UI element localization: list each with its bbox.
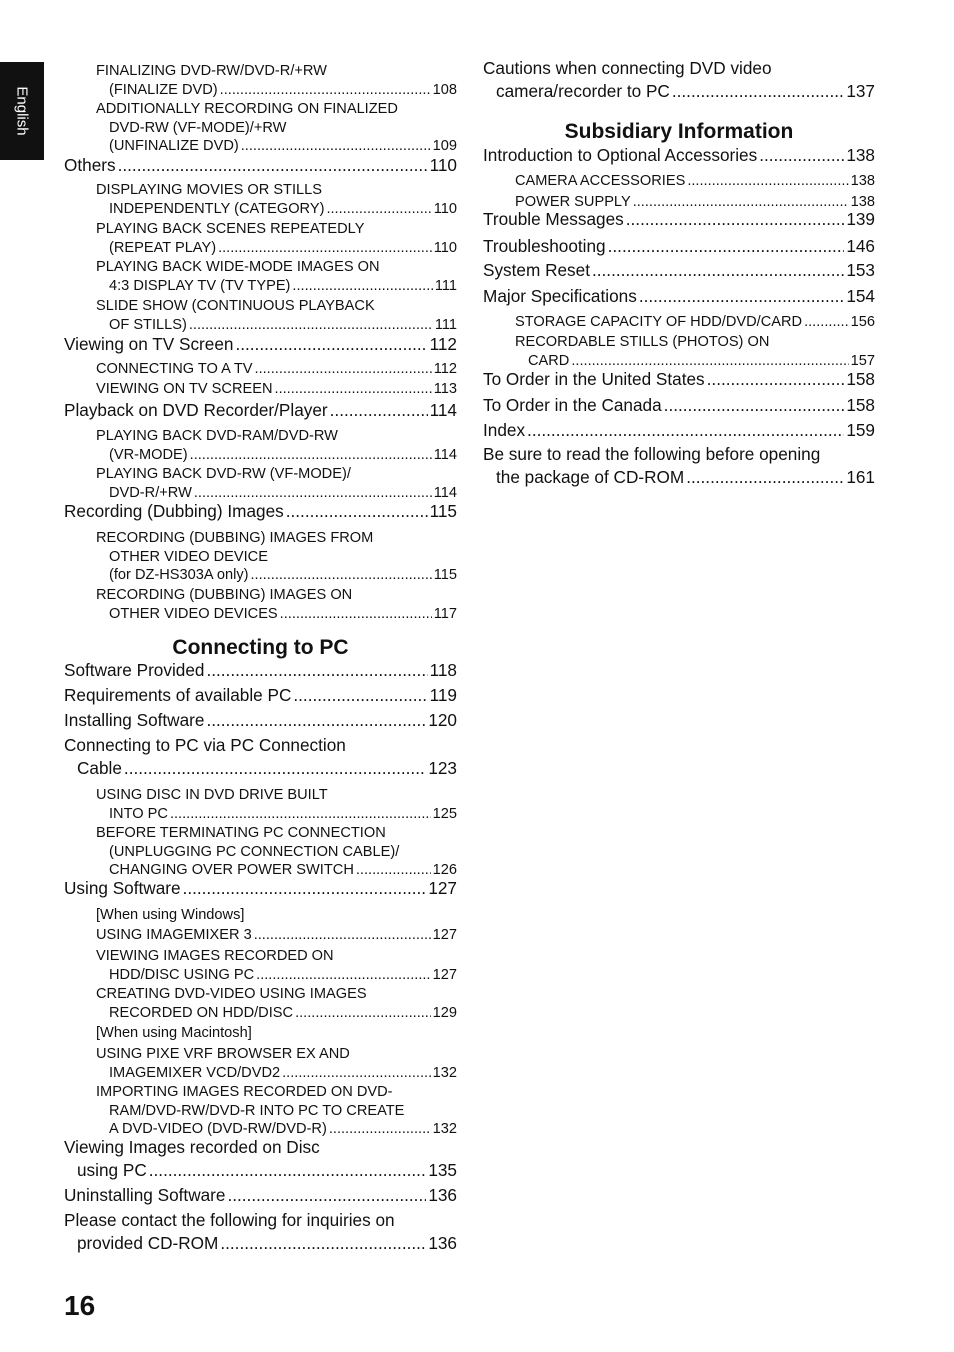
toc-line — [64, 1232, 457, 1255]
toc-line — [96, 605, 457, 624]
dot-leader — [256, 966, 431, 985]
toc-entry-title: the package of CD-ROM — [496, 467, 685, 487]
toc-line — [64, 757, 457, 780]
toc-line — [64, 500, 457, 523]
toc-line: PLAYING BACK SCENES REPEATEDLY — [96, 221, 365, 237]
toc-page-number: 114 — [433, 446, 457, 463]
toc-line — [64, 1159, 457, 1182]
dot-leader — [206, 659, 427, 682]
toc-line — [96, 81, 457, 100]
toc-line — [64, 709, 457, 732]
toc-line — [515, 313, 875, 332]
toc-entry-title: RECORDED ON HDD/DISC — [109, 1004, 294, 1021]
toc-line — [483, 419, 875, 442]
toc-line — [96, 137, 457, 156]
dot-leader — [759, 144, 844, 167]
toc-line: CREATING DVD-VIDEO USING IMAGES — [96, 986, 367, 1002]
toc-line — [483, 80, 875, 103]
toc-entry-title: DVD-R/+RW — [109, 484, 192, 501]
dot-leader — [220, 1232, 426, 1255]
dot-leader — [527, 419, 844, 442]
toc-line: RAM/DVD-RW/DVD-R INTO PC TO CREATE — [109, 1102, 405, 1119]
toc-page-number: 127 — [432, 927, 457, 943]
toc-line — [96, 566, 457, 585]
dot-leader — [218, 239, 432, 258]
toc-page-number: 138 — [850, 173, 875, 189]
toc-page-number: 126 — [432, 862, 457, 878]
dot-leader — [326, 200, 431, 219]
toc-page-number: 136 — [428, 1185, 457, 1205]
dot-leader — [118, 154, 428, 177]
toc-entry-title: (for DZ-HS303A only) — [109, 567, 249, 583]
toc-page-number: 110 — [429, 155, 457, 175]
toc-entry-title: STORAGE CAPACITY OF HDD/DVD/CARD — [515, 314, 803, 330]
toc-line — [515, 172, 875, 191]
toc-entry-title: INTO PC — [109, 805, 168, 822]
toc-line — [96, 1064, 457, 1083]
dot-leader — [608, 235, 845, 258]
toc-entry-title: (REPEAT PLAY) — [109, 239, 217, 256]
toc-line: PLAYING BACK DVD-RAM/DVD-RW — [96, 428, 338, 444]
dot-leader — [170, 805, 431, 824]
toc-line: USING DISC IN DVD DRIVE BUILT — [96, 787, 328, 803]
toc-line — [64, 1184, 457, 1207]
toc-line — [64, 659, 457, 682]
toc-line: BEFORE TERMINATING PC CONNECTION — [96, 825, 386, 841]
toc-line — [64, 877, 457, 900]
toc-line: DISPLAYING MOVIES OR STILLS — [96, 182, 322, 198]
dot-leader — [254, 926, 431, 945]
toc-page-number: 114 — [433, 484, 457, 501]
toc-entry-title: INDEPENDENTLY (CATEGORY) — [109, 200, 325, 217]
toc-entry-title: (VR-MODE) — [109, 446, 188, 463]
toc-page-number: 139 — [846, 209, 875, 229]
dot-leader — [330, 399, 428, 422]
toc-page-number: 111 — [434, 277, 457, 294]
toc-page-number: 135 — [428, 1160, 457, 1180]
toc-page-number: 158 — [846, 395, 875, 415]
dot-leader — [282, 1064, 431, 1083]
toc-entry-title: Installing Software — [64, 710, 205, 730]
toc-line — [96, 316, 457, 335]
dot-leader — [707, 368, 845, 391]
toc-line: Connecting to PC via PC Connection — [64, 735, 346, 755]
dot-leader — [220, 81, 431, 100]
toc-line: Please contact the following for inquiries on — [64, 1210, 395, 1230]
toc-line: USING PIXE VRF BROWSER EX AND — [96, 1046, 350, 1062]
toc-page-number: 129 — [432, 1004, 457, 1021]
toc-page-number: 132 — [432, 1064, 457, 1081]
toc-entry-title: CAMERA ACCESSORIES — [515, 173, 686, 189]
toc-line — [483, 208, 875, 231]
page-number: 16 — [64, 1290, 96, 1321]
toc-page-number: 137 — [846, 81, 875, 101]
toc-entry-title: camera/recorder to PC — [496, 81, 670, 101]
toc-entry-title: OF STILLS) — [109, 316, 187, 333]
toc-line — [483, 144, 875, 167]
toc-page-number: 120 — [428, 710, 457, 730]
toc-line: SLIDE SHOW (CONTINUOUS PLAYBACK — [96, 298, 375, 314]
dot-leader — [292, 277, 432, 296]
toc-entry-title: Using Software — [64, 878, 181, 898]
dot-leader — [626, 208, 845, 231]
toc-page-number: 113 — [433, 381, 457, 397]
toc-entry-title: 4:3 DISPLAY TV (TV TYPE) — [109, 277, 291, 294]
dot-leader — [295, 1004, 431, 1023]
dot-leader — [241, 137, 431, 156]
toc-line — [96, 277, 457, 296]
toc-entry-title: HDD/DISC USING PC — [109, 966, 255, 983]
toc-entry-title: Uninstalling Software — [64, 1185, 226, 1205]
toc-page-number: 112 — [429, 334, 457, 354]
toc-entry-title: OTHER VIDEO DEVICES — [109, 605, 278, 622]
language-tab-label: English — [13, 86, 31, 136]
toc-line — [64, 333, 457, 356]
toc-page-number: 146 — [846, 236, 875, 256]
toc-entry-title: CARD — [528, 352, 570, 369]
dot-leader — [275, 380, 432, 399]
toc-page-number: 118 — [429, 660, 457, 680]
dot-leader — [190, 446, 432, 465]
toc-page-number: 127 — [432, 966, 457, 983]
toc-line — [483, 394, 875, 417]
dot-leader — [280, 605, 432, 624]
dot-leader — [235, 333, 427, 356]
dot-leader — [804, 313, 849, 332]
section-heading-subsidiary-information: Subsidiary Information — [564, 120, 794, 143]
toc-page-number: 153 — [846, 260, 875, 280]
toc-line — [64, 154, 457, 177]
toc-page-number: 114 — [429, 400, 457, 420]
toc-page-number: 159 — [846, 420, 875, 440]
toc-line — [96, 926, 457, 945]
toc-entry-title: A DVD-VIDEO (DVD-RW/DVD-R) — [109, 1121, 327, 1137]
toc-line — [483, 285, 875, 308]
toc-entry-title: POWER SUPPLY — [515, 194, 631, 210]
toc-line: RECORDING (DUBBING) IMAGES FROM — [96, 530, 374, 546]
toc-entry-title: Playback on DVD Recorder/Player — [64, 400, 328, 420]
toc-line — [96, 805, 457, 824]
toc-page-number: 136 — [428, 1233, 457, 1253]
dot-leader — [664, 394, 845, 417]
toc-page-number: 157 — [850, 352, 875, 369]
toc-line: ADDITIONALLY RECORDING ON FINALIZED — [96, 101, 398, 117]
toc-page-number: 127 — [428, 878, 457, 898]
toc-line — [483, 235, 875, 258]
toc-line: [When using Macintosh] — [96, 1025, 252, 1041]
toc-line — [96, 380, 457, 399]
section-heading-connecting-to-pc: Connecting to PC — [172, 636, 349, 659]
dot-leader — [183, 877, 427, 900]
toc-page-number: 158 — [846, 369, 875, 389]
dot-leader — [293, 684, 427, 707]
toc-line: DVD-RW (VF-MODE)/+RW — [109, 119, 287, 136]
toc-line — [64, 684, 457, 707]
toc-entry-title: Recording (Dubbing) Images — [64, 501, 284, 521]
language-side-tab — [0, 62, 44, 160]
toc-line — [64, 399, 457, 422]
toc-entry-title: Major Specifications — [483, 286, 637, 306]
toc-page-number: 138 — [846, 145, 875, 165]
dot-leader — [592, 259, 844, 282]
toc-page-number: 111 — [434, 316, 457, 333]
toc-entry-title: Others — [64, 155, 116, 175]
toc-line: [When using Windows] — [96, 907, 245, 923]
toc-page-number: 110 — [433, 239, 457, 256]
toc-line — [96, 966, 457, 985]
toc-entry-title: To Order in the Canada — [483, 395, 662, 415]
toc-page-number: 161 — [846, 467, 875, 487]
dot-leader — [672, 80, 844, 103]
toc-page-number: 119 — [429, 685, 457, 705]
toc-entry-title: Viewing on TV Screen — [64, 334, 234, 354]
dot-leader — [687, 172, 848, 191]
toc-page-number: 138 — [850, 194, 875, 210]
dot-leader — [149, 1159, 427, 1182]
toc-entry-title: Requirements of available PC — [64, 685, 292, 705]
dot-leader — [251, 566, 432, 585]
toc-page-number: 110 — [433, 200, 457, 217]
toc-entry-title: Trouble Messages — [483, 209, 624, 229]
toc-line — [483, 259, 875, 282]
toc-line — [96, 200, 457, 219]
toc-page-number: 108 — [432, 81, 457, 98]
toc-line: Viewing Images recorded on Disc — [64, 1137, 320, 1157]
toc-page-number: 154 — [846, 286, 875, 306]
toc-line: RECORDING (DUBBING) IMAGES ON — [96, 587, 353, 603]
dot-leader — [124, 757, 426, 780]
dot-leader — [206, 709, 426, 732]
toc-entry-title: Introduction to Optional Accessories — [483, 145, 758, 165]
toc-line: Cautions when connecting DVD video — [483, 58, 772, 78]
dot-leader — [255, 360, 432, 379]
toc-line: IMPORTING IMAGES RECORDED ON DVD- — [96, 1084, 393, 1100]
dot-leader — [639, 285, 845, 308]
toc-entry-title: provided CD-ROM — [77, 1233, 219, 1253]
toc-entry-title: Software Provided — [64, 660, 205, 680]
toc-line — [483, 368, 875, 391]
toc-entry-title: Troubleshooting — [483, 236, 606, 256]
toc-page-number: 117 — [433, 605, 457, 622]
toc-page-number: 132 — [432, 1121, 457, 1137]
toc-line: (UNPLUGGING PC CONNECTION CABLE)/ — [109, 843, 400, 860]
toc-entry-title: To Order in the United States — [483, 369, 705, 389]
toc-line: VIEWING IMAGES RECORDED ON — [96, 948, 334, 964]
toc-line — [96, 360, 457, 379]
toc-page-number: 109 — [432, 138, 457, 154]
toc-entry-title: Index — [483, 420, 526, 440]
toc-page-number: 115 — [429, 501, 457, 521]
toc-line — [96, 1004, 457, 1023]
toc-line: PLAYING BACK WIDE-MODE IMAGES ON — [96, 259, 380, 275]
toc-page-number: 156 — [850, 314, 875, 330]
toc-line: Be sure to read the following before opening — [483, 444, 821, 464]
toc-entry-title: IMAGEMIXER VCD/DVD2 — [109, 1064, 281, 1081]
toc-line — [96, 446, 457, 465]
toc-entry-title: (FINALIZE DVD) — [109, 81, 218, 98]
dot-leader — [686, 466, 844, 489]
toc-entry-title: CHANGING OVER POWER SWITCH — [109, 862, 354, 878]
toc-entry-title: Cable — [77, 758, 122, 778]
toc-page-number: 125 — [432, 805, 457, 822]
dot-leader — [286, 500, 428, 523]
toc-line — [483, 466, 875, 489]
toc-entry-title: CONNECTING TO A TV — [96, 361, 253, 377]
toc-line — [96, 239, 457, 258]
toc-entry-title: using PC — [77, 1160, 147, 1180]
toc-line: FINALIZING DVD-RW/DVD-R/+RW — [96, 63, 327, 79]
toc-entry-title: VIEWING ON TV SCREEN — [96, 381, 273, 397]
toc-line: OTHER VIDEO DEVICE — [109, 548, 268, 565]
toc-page-number: 112 — [433, 361, 457, 377]
toc-entry-title: USING IMAGEMIXER 3 — [96, 927, 252, 943]
toc-entry-title: System Reset — [483, 260, 590, 280]
toc-line: PLAYING BACK DVD-RW (VF-MODE)/ — [96, 466, 351, 482]
dot-leader — [227, 1184, 426, 1207]
dot-leader — [189, 316, 433, 335]
toc-line: RECORDABLE STILLS (PHOTOS) ON — [515, 334, 770, 350]
toc-page-number: 115 — [433, 567, 457, 583]
toc-page-number: 123 — [428, 758, 457, 778]
toc-entry-title: (UNFINALIZE DVD) — [109, 138, 239, 154]
